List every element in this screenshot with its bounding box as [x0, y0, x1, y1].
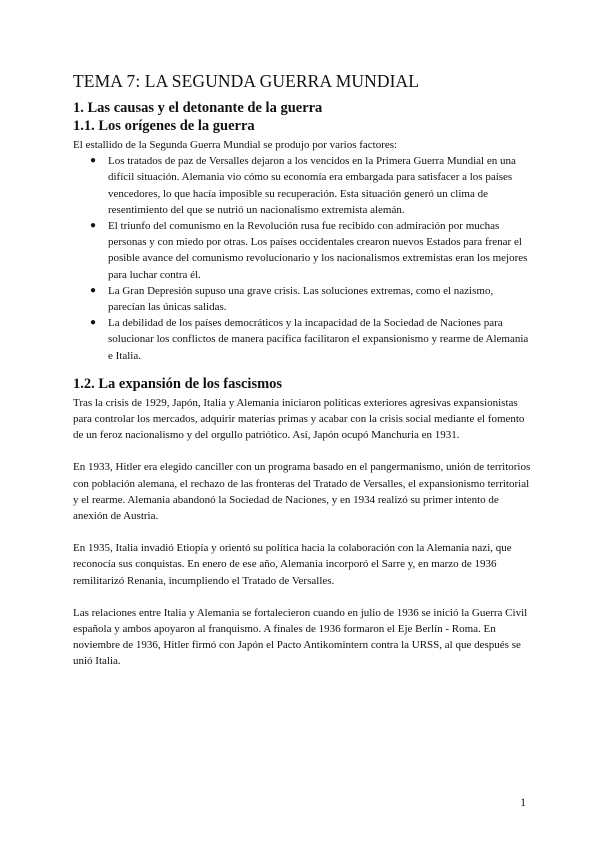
body-paragraph: Tras la crisis de 1929, Japón, Italia y Alemania iniciaron políticas exteriores agresivas expansionistas para controlar los mercados, adquirir materias primas y acabar con la crisis social mediante el fomento de un feroz nacionalismo y del orgullo patriótico. Así, Japón ocupó Manchuria en 1931.	[73, 396, 525, 442]
body-paragraph: En 1933, Hitler era elegido canciller con un programa basado en el pangermanismo, unión de territorios con población alemana, el rechazo de las fronteras del Tratado de Versalles, el expansionismo territorial y el rearme. Alemania abandonó la Sociedad de Naciones, y en 1934 realizó su primer intento de anexión de Austria.	[73, 461, 531, 523]
list-item	[73, 153, 533, 218]
subsection-heading-fascism: 1.2. La expansión de los fascismos	[73, 375, 283, 392]
list-item-text: La Gran Depresión supuso una grave crisis. Las soluciones extremas, como el nazismo, parecían las únicas salidas.	[108, 284, 494, 314]
body-paragraph: En 1935, Italia invadió Etiopía y orientó su política hacia la colaboración con la Alemania nazi, que reconocía sus conquistas. En enero de ese año, Alemania incorporó el Sarre y, en marzo de 1936 remilitarizó Renania, incumpliendo el Tratado de Versalles.	[73, 542, 512, 587]
list-item-text: La debilidad de los países democráticos y la incapacidad de la Sociedad de Naciones para solucionar los conflictos de manera pacífica facilitaron el expansionismo y rearme de Alemania e Italia.	[108, 317, 529, 362]
section-heading-causes: 1. Las causas y el detonante de la guerra	[73, 100, 323, 116]
bullet-icon: ●	[90, 220, 97, 232]
intro-paragraph: El estallido de la Segunda Guerra Mundial se produjo por varios factores:	[73, 139, 398, 151]
body-paragraph: Las relaciones entre Italia y Alemania se fortalecieron cuando en julio de 1936 se inició la Guerra Civil española y ambos apoyaron al franquismo. A finales de 1936 formaron el Eje Berlín - Roma. En noviembre de 1936, Hitler firmó con Japón el Pacto Antikomintern contra la URSS, al que después se unió Italia.	[73, 606, 528, 668]
list-item-text: El triunfo del comunismo en la Revolución rusa fue recibido con admiración por muchas personas y con miedo por otras. Los países occidentales crearon nuevos Estados para frenar el posible avance del comunismo revolucionario y los nacionalismos extremistas eran los mejores para luchar contra él.	[108, 220, 528, 281]
causes-list	[73, 153, 533, 364]
page-number: 1	[520, 797, 526, 809]
list-item	[73, 218, 533, 283]
subsection-heading-origins: 1.1. Los orígenes de la guerra	[73, 118, 255, 134]
document-title: TEMA 7: LA SEGUNDA GUERRA MUNDIAL	[73, 71, 420, 91]
list-item	[73, 315, 533, 364]
bullet-icon: ●	[90, 317, 97, 329]
document-page	[73, 71, 533, 670]
list-item	[73, 283, 533, 315]
bullet-icon: ●	[90, 284, 97, 296]
bullet-icon: ●	[90, 155, 97, 167]
list-item-text: Los tratados de paz de Versalles dejaron a los vencidos en la Primera Guerra Mundial en una difícil situación. Alemania vio cómo su economía era embargada para satisfacer a los países vencedores, lo que hacía imposible su recuperación. Esta situación generó un clima de resentimiento del que se nutrió un nacionalismo extremista alemán.	[108, 155, 516, 216]
